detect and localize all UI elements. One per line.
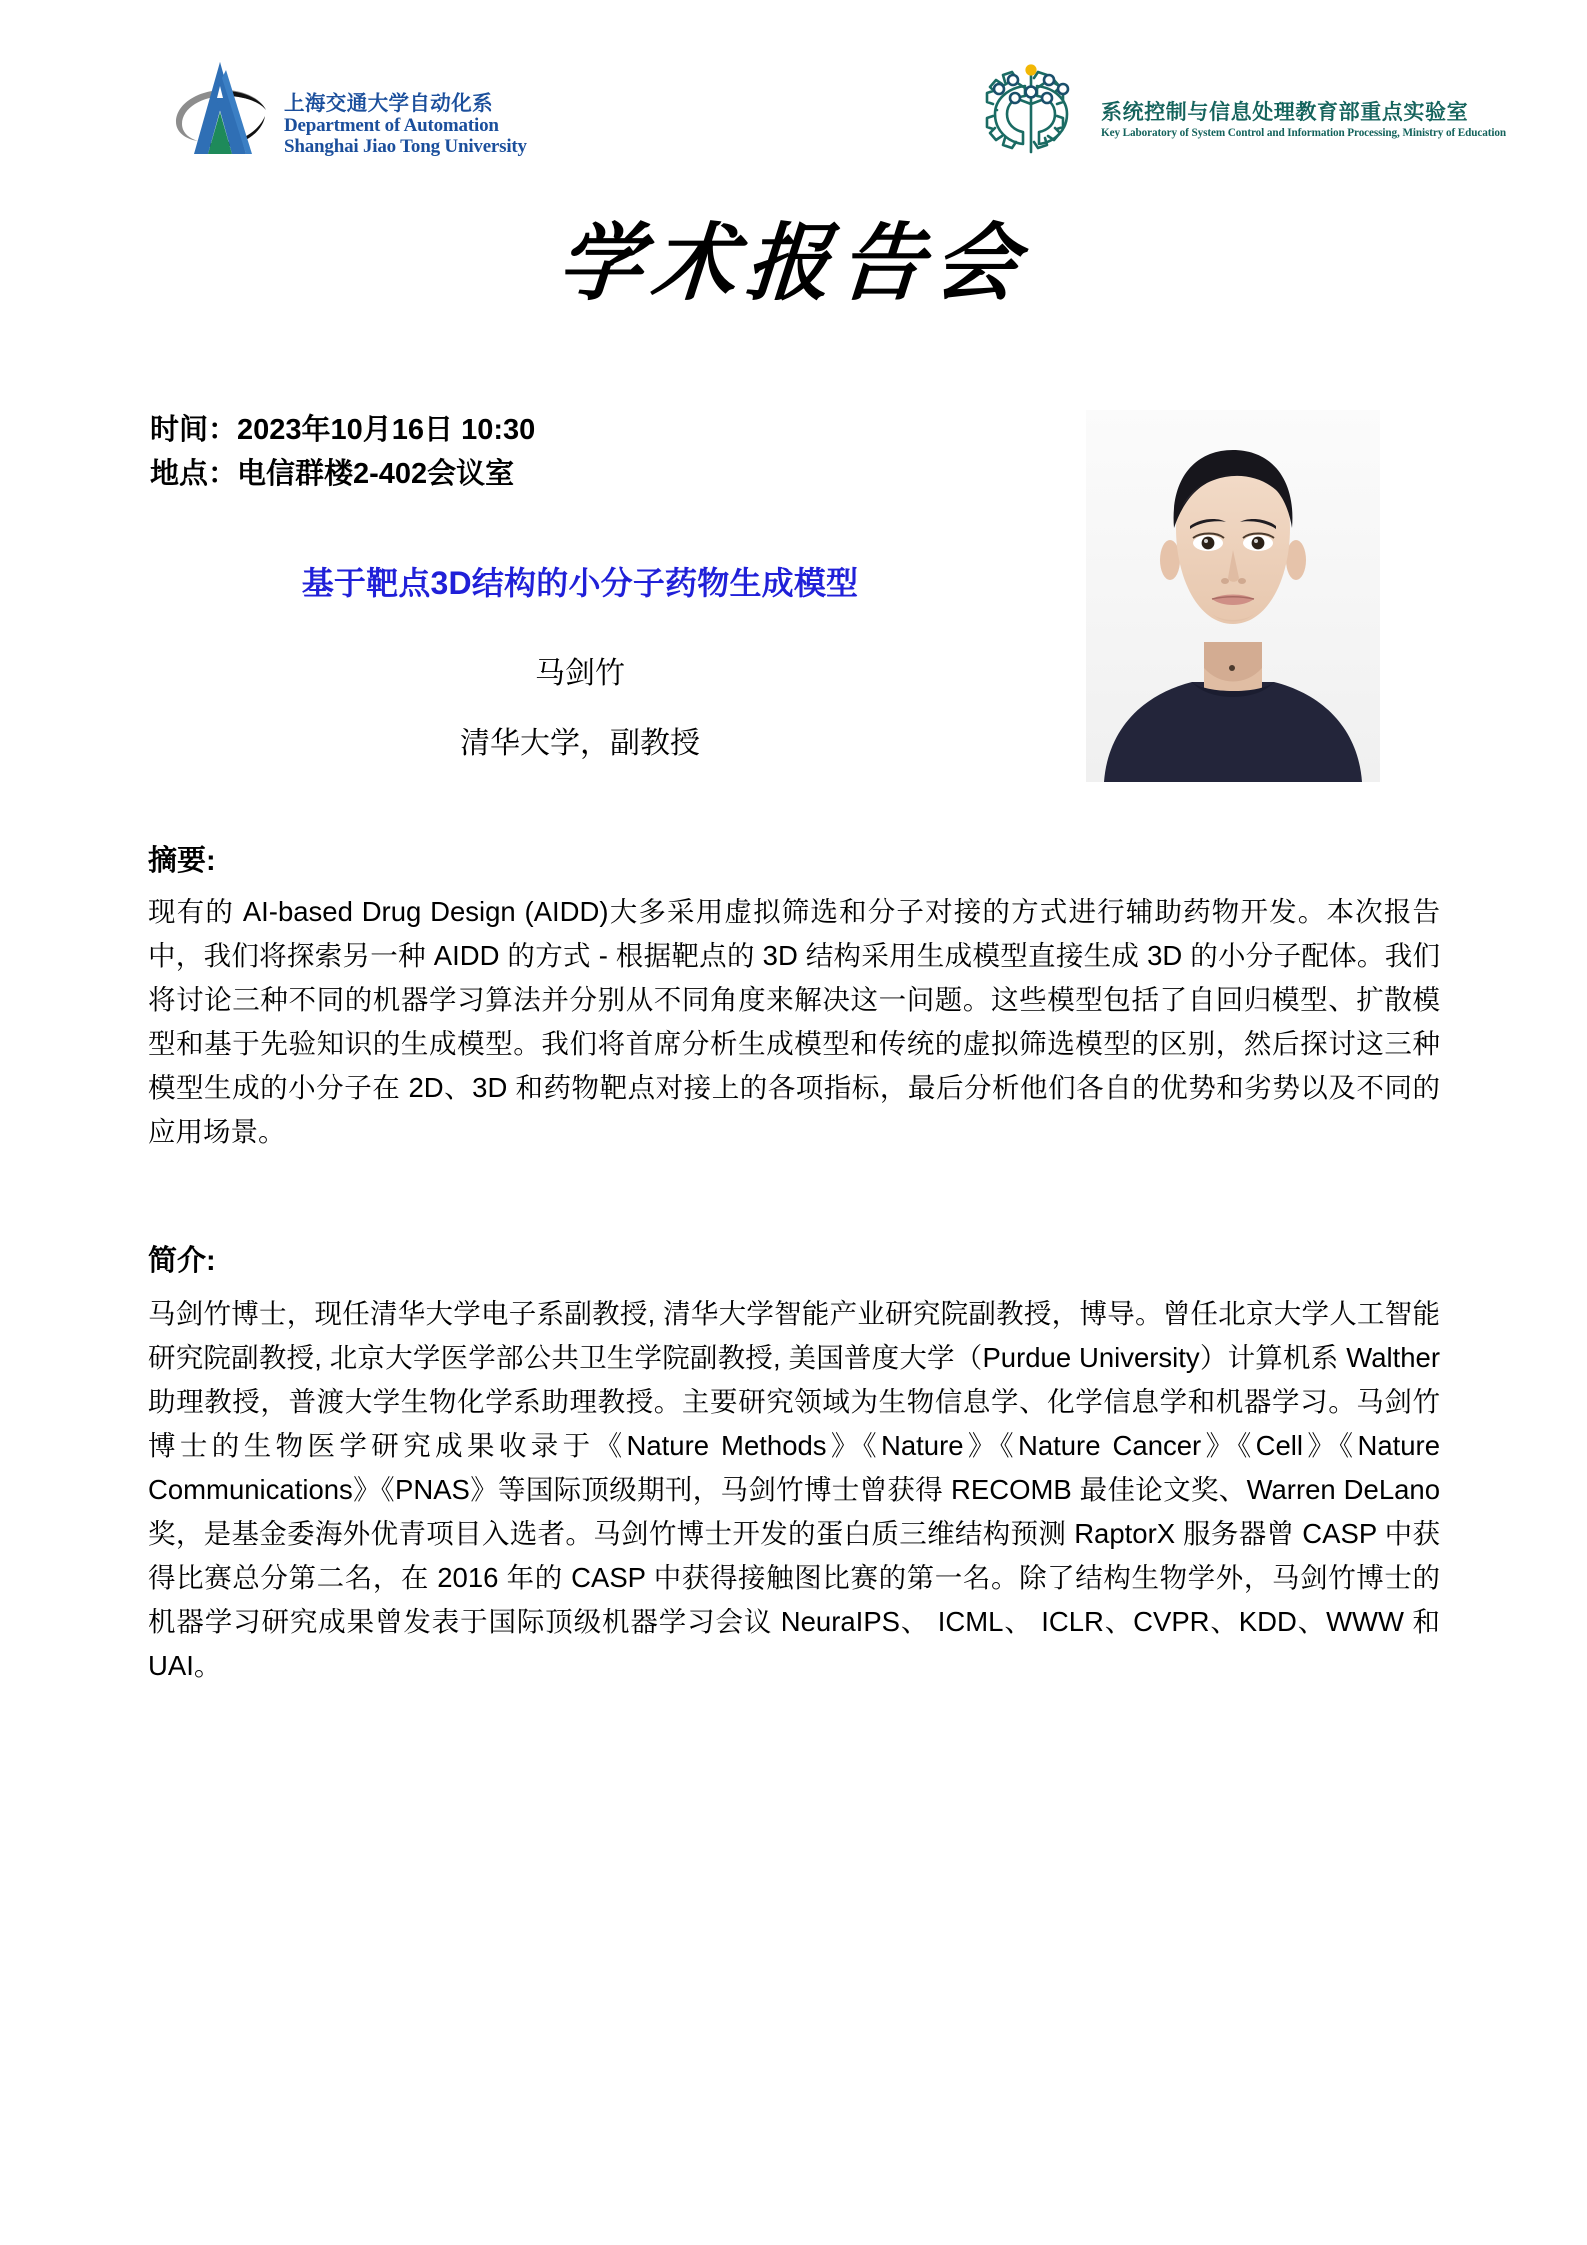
sjtu-logo-en-line2: Shanghai Jiao Tong University	[284, 136, 527, 158]
event-place-value: 电信群楼2-402会议室	[237, 458, 515, 491]
key-laboratory-cn: 系统控制与信息处理教育部重点实验室	[1101, 100, 1469, 124]
key-laboratory-logo	[975, 52, 1506, 164]
gear-circuit-icon	[975, 52, 1087, 164]
talk-title: 基于靶点3D结构的小分子药物生成模型	[301, 565, 859, 601]
sjtu-logo-icon	[168, 56, 272, 160]
page-title: 学术报告会	[554, 213, 1032, 312]
sjtu-logo-text	[284, 58, 527, 158]
speaker-photo	[1086, 410, 1380, 782]
key-laboratory-logo-text	[1101, 75, 1506, 142]
poster-header	[0, 48, 1587, 178]
event-time-value: 2023年10月16日 10:30	[237, 414, 536, 446]
abstract-paragraph: 现有的 AI-based Drug Design (AIDD)大多采用虚拟筛选和分子对接的方式进行辅助药物开发。本次报告中，我们将探索另一种 AIDD 的方式 - 根据靶点的 3D 结构采用生成模型直接生成 3D 的小分子配体。我们将讨论三种不同的机器学习算法并分别从不同角度来解决这一问题。这些模型包括了自回归模型、扩散模型和基于先验知识的生成模型。我们将首席分析生成模型和传统的虚拟筛选模型的区别，然后探讨这三种模型生成的小分子在 2D、3D 和药物靶点对接上的各项指标，最后分析他们各自的优势和劣势以及不同的应用场景。	[148, 896, 1440, 1147]
bio-paragraph: 马剑竹博士，现任清华大学电子系副教授, 清华大学智能产业研究院副教授，博导。曾任北京大学人工智能研究院副教授, 北京大学医学部公共卫生学院副教授, 美国普度大学（Purdue University）计算机系 Walther 助理教授，普渡大学生物化学系助理教授。主要研究领域为生物信息学、化学信息学和机器学习。马剑竹博士的生物医学研究成果收录于《Nature Methods》《Nature》《Nature Cancer》《Cell》《Nature Communications》《PNAS》等国际顶级期刊，马剑竹博士曾获得 RECOMB 最佳论文奖、Warren DeLano 奖，是基金委海外优青项目入选者。马剑竹博士开发的蛋白质三维结构预测 RaptorX 服务器曾 CASP 中获得比赛总分第二名，在 2016 年的 CASP 中获得接触图比赛的第一名。除了结构生物学外，马剑竹博士的机器学习研究成果曾发表于国际顶级机器学习会议 NeuraIPS、 ICML、 ICLR、CVPR、KDD、WWW 和 UAI。	[148, 1298, 1441, 1681]
speaker-name: 马剑竹	[535, 656, 625, 691]
abstract-text	[148, 890, 1440, 1154]
event-time-row	[150, 408, 535, 452]
speaker-affiliation: 清华大学，副教授	[460, 726, 700, 761]
bio-heading: 简介:	[148, 1245, 216, 1277]
event-place-label: 地点：	[150, 458, 238, 491]
key-laboratory-en: Key Laboratory of System Control and Information Processing, Ministry of Education	[1101, 126, 1507, 139]
bio-text	[148, 1292, 1440, 1688]
abstract-heading: 摘要:	[148, 845, 216, 877]
event-time-label: 时间：	[150, 414, 238, 446]
event-meta	[150, 408, 535, 496]
sjtu-logo-en-line1: Department of Automation	[284, 115, 499, 137]
sjtu-logo-cn: 上海交通大学自动化系	[284, 92, 493, 116]
event-place-row	[150, 452, 535, 496]
sjtu-automation-logo	[168, 56, 527, 160]
